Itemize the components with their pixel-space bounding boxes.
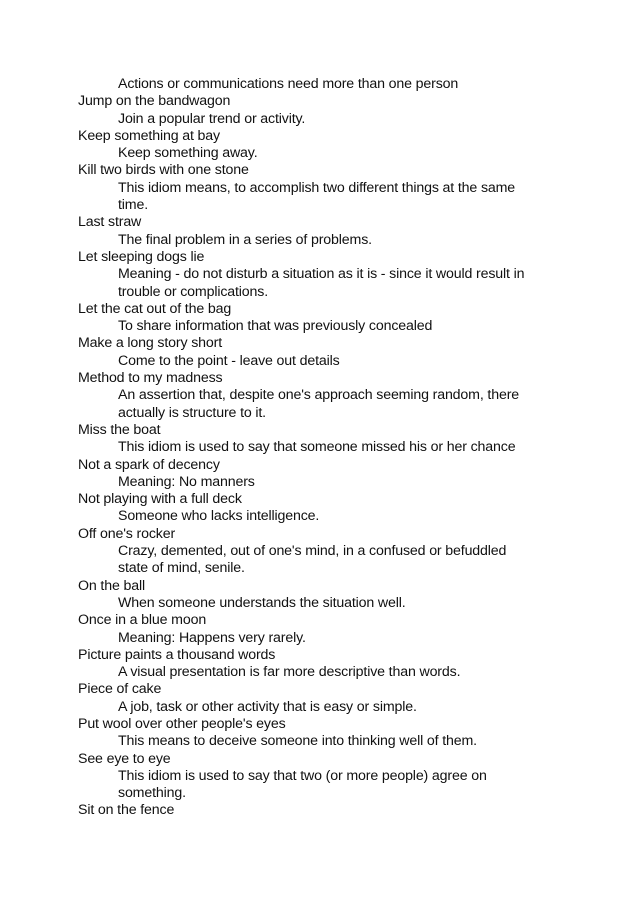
idiom-definition-line: This idiom is used to say that two (or more people) agree on bbox=[118, 767, 487, 784]
idiom-definition-line: This idiom is used to say that someone missed his or her chance bbox=[118, 439, 516, 456]
idiom-term: Not playing with a full deck bbox=[78, 491, 242, 508]
idiom-term: Miss the boat bbox=[78, 421, 161, 438]
idiom-term: Let sleeping dogs lie bbox=[78, 248, 205, 265]
idiom-list bbox=[78, 76, 578, 820]
idiom-definition-line: Meaning: No manners bbox=[118, 473, 255, 490]
idiom-term: Kill two birds with one stone bbox=[78, 162, 249, 179]
idiom-definition-line: A job, task or other activity that is easy or simple. bbox=[118, 698, 417, 715]
idiom-term: Jump on the bandwagon bbox=[78, 93, 231, 110]
idiom-term: Once in a blue moon bbox=[78, 612, 207, 629]
idiom-term: Keep something at bay bbox=[78, 127, 220, 144]
idiom-definition-line: Come to the point - leave out details bbox=[118, 352, 340, 369]
idiom-definition-line: Crazy, demented, out of one's mind, in a confused or befuddled bbox=[118, 543, 507, 560]
idiom-term: On the ball bbox=[78, 577, 145, 594]
idiom-definition-line: state of mind, senile. bbox=[118, 560, 245, 577]
idiom-definition-line: something. bbox=[118, 785, 186, 802]
idiom-definition-line: This idiom means, to accomplish two different things at the same bbox=[118, 179, 516, 196]
idiom-term: Last straw bbox=[78, 214, 142, 231]
idiom-term: Not a spark of decency bbox=[78, 456, 220, 473]
idiom-definition-line: Meaning - do not disturb a situation as it is - since it would result in bbox=[118, 266, 525, 283]
idiom-definition-line: This means to deceive someone into thinking well of them. bbox=[118, 733, 477, 750]
idiom-definition-line: Actions or communications need more than one person bbox=[118, 76, 459, 92]
idiom-definition-line: trouble or complications. bbox=[118, 283, 269, 300]
idiom-term: Make a long story short bbox=[78, 335, 223, 352]
idiom-definition-line: An assertion that, despite one's approach seeming random, there bbox=[118, 387, 520, 404]
idiom-term: See eye to eye bbox=[78, 750, 171, 767]
idiom-term: Picture paints a thousand words bbox=[78, 646, 276, 663]
idiom-definition-line: When someone understands the situation well. bbox=[118, 594, 406, 611]
idiom-definition-line: Meaning: Happens very rarely. bbox=[118, 629, 306, 646]
idiom-term: Let the cat out of the bag bbox=[78, 300, 232, 317]
idiom-definition-line: time. bbox=[118, 197, 148, 214]
idiom-definition-line: Keep something away. bbox=[118, 145, 258, 162]
idiom-definition-line: To share information that was previously concealed bbox=[118, 318, 433, 335]
idiom-definition-line: Someone who lacks intelligence. bbox=[118, 508, 320, 525]
idiom-definition-line: A visual presentation is far more descriptive than words. bbox=[118, 664, 461, 681]
idiom-term: Method to my madness bbox=[78, 370, 223, 387]
idiom-definition-line: Join a popular trend or activity. bbox=[118, 110, 306, 127]
idiom-term: Sit on the fence bbox=[78, 802, 175, 819]
idiom-term: Off one's rocker bbox=[78, 525, 176, 542]
idiom-definition-line: actually is structure to it. bbox=[118, 404, 266, 421]
idiom-term: Piece of cake bbox=[78, 681, 162, 698]
idiom-term: Put wool over other people's eyes bbox=[78, 715, 286, 732]
idiom-definition-line: The final problem in a series of problems. bbox=[118, 231, 372, 248]
